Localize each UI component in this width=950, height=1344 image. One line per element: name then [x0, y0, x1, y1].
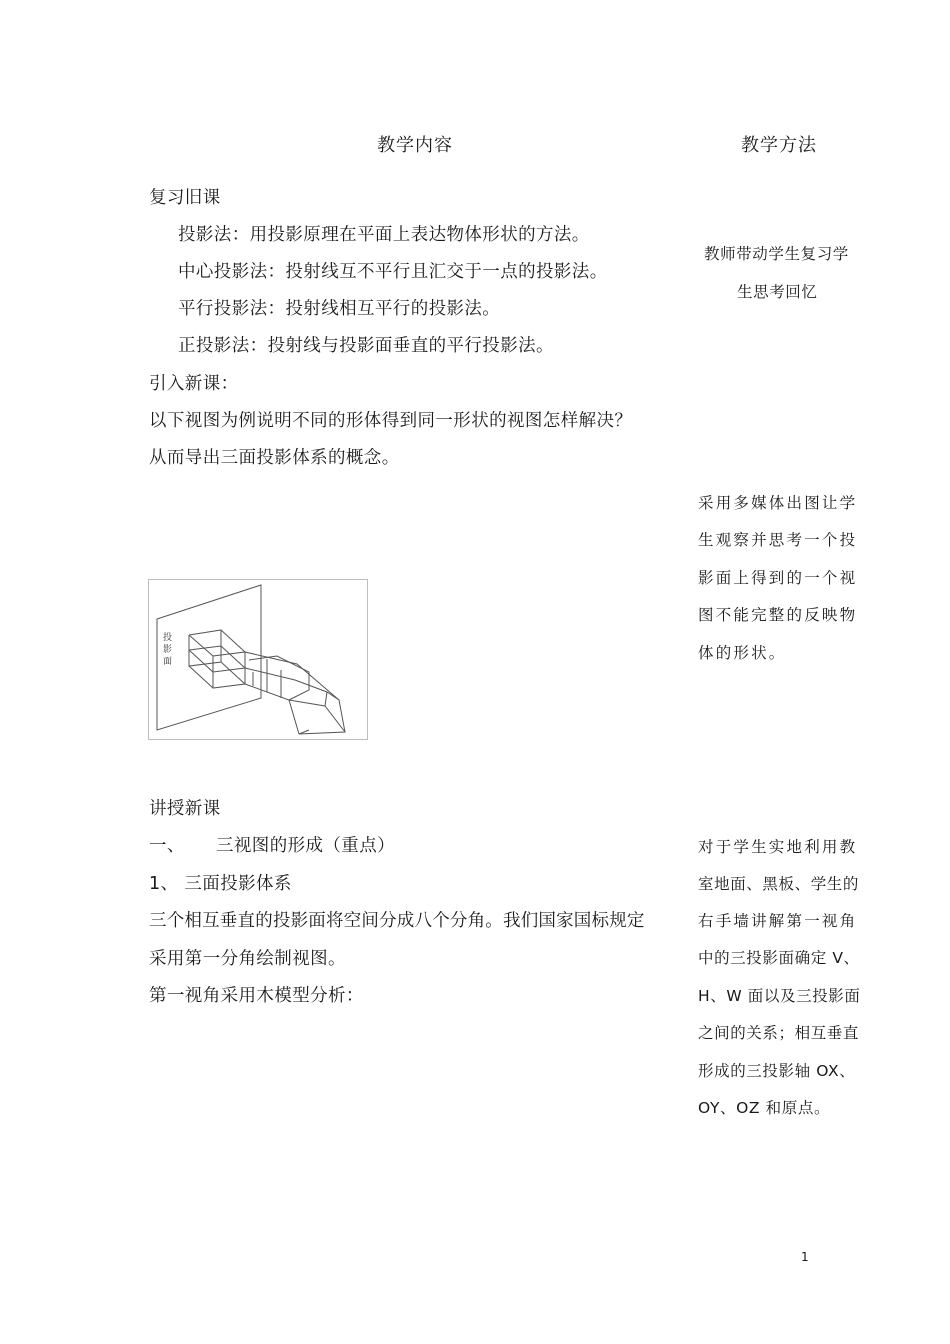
lecture-method-line: 形成的三投影轴 OX、 — [698, 1062, 856, 1080]
review-item: 投影法：用投影原理在平面上表达物体形状的方法。 — [178, 225, 590, 245]
lecture-paragraph-line: 第一视角采用木模型分析： — [149, 986, 364, 1006]
lecture-method-line: 室地面、黑板、学生的 — [698, 875, 860, 893]
figure-label-char: 影 — [163, 645, 173, 655]
intro-title: 引入新课： — [149, 374, 239, 394]
figure-label-char: 投 — [163, 633, 173, 643]
intro-method-line: 影面上得到的一个视 — [698, 569, 858, 587]
section-number: 一、 — [149, 836, 185, 856]
lecture-paragraph-line: 采用第一分角绘制视图。 — [149, 949, 346, 969]
intro-method-line: 图不能完整的反映物 — [698, 606, 858, 624]
lecture-method-line: OY、OZ 和原点。 — [698, 1099, 831, 1117]
projection-figure — [148, 579, 368, 740]
review-item: 正投影法：投射线与投影面垂直的平行投影法。 — [178, 336, 554, 356]
section-title: 三视图的形成（重点） — [216, 836, 395, 856]
review-item: 平行投影法：投射线相互平行的投影法。 — [178, 299, 501, 319]
review-title: 复习旧课 — [149, 188, 221, 208]
intro-method-line: 体的形状。 — [698, 644, 787, 662]
intro-line: 以下视图为例说明不同的形体得到同一形状的视图怎样解决？ — [149, 411, 633, 431]
review-item: 中心投影法：投射线互不平行且汇交于一点的投影法。 — [178, 262, 608, 282]
column-header-method: 教学方法 — [741, 135, 817, 156]
lecture-paragraph-line: 三个相互垂直的投影面将空间分成八个分角。我们国家国标规定 — [149, 911, 645, 931]
lecture-method-line: 中的三投影面确定 V、 — [698, 949, 860, 967]
lecture-method-line: 对于学生实地利用教 — [698, 838, 858, 856]
review-method-line: 教师带动学生复习学 — [704, 245, 849, 263]
review-method-line: 生思考回忆 — [737, 283, 818, 301]
intro-method-line: 生观察并思考一个投 — [698, 531, 858, 549]
intro-line: 从而导出三面投影体系的概念。 — [149, 448, 400, 468]
intro-method-line: 采用多媒体出图让学 — [698, 494, 858, 512]
column-header-content: 教学内容 — [377, 135, 453, 156]
figure-label-char: 面 — [163, 657, 173, 667]
projection-drawing — [149, 580, 367, 739]
page-number: 1 — [801, 1250, 809, 1264]
subsection-title: 1、 三面投影体系 — [149, 874, 292, 894]
lecture-title: 讲授新课 — [149, 799, 221, 819]
lecture-method-line: 右手墙讲解第一视角 — [698, 912, 858, 930]
lecture-method-line: H、W 面以及三投影面 — [698, 987, 861, 1005]
lecture-method-line: 之间的关系；相互垂直 — [698, 1024, 860, 1042]
